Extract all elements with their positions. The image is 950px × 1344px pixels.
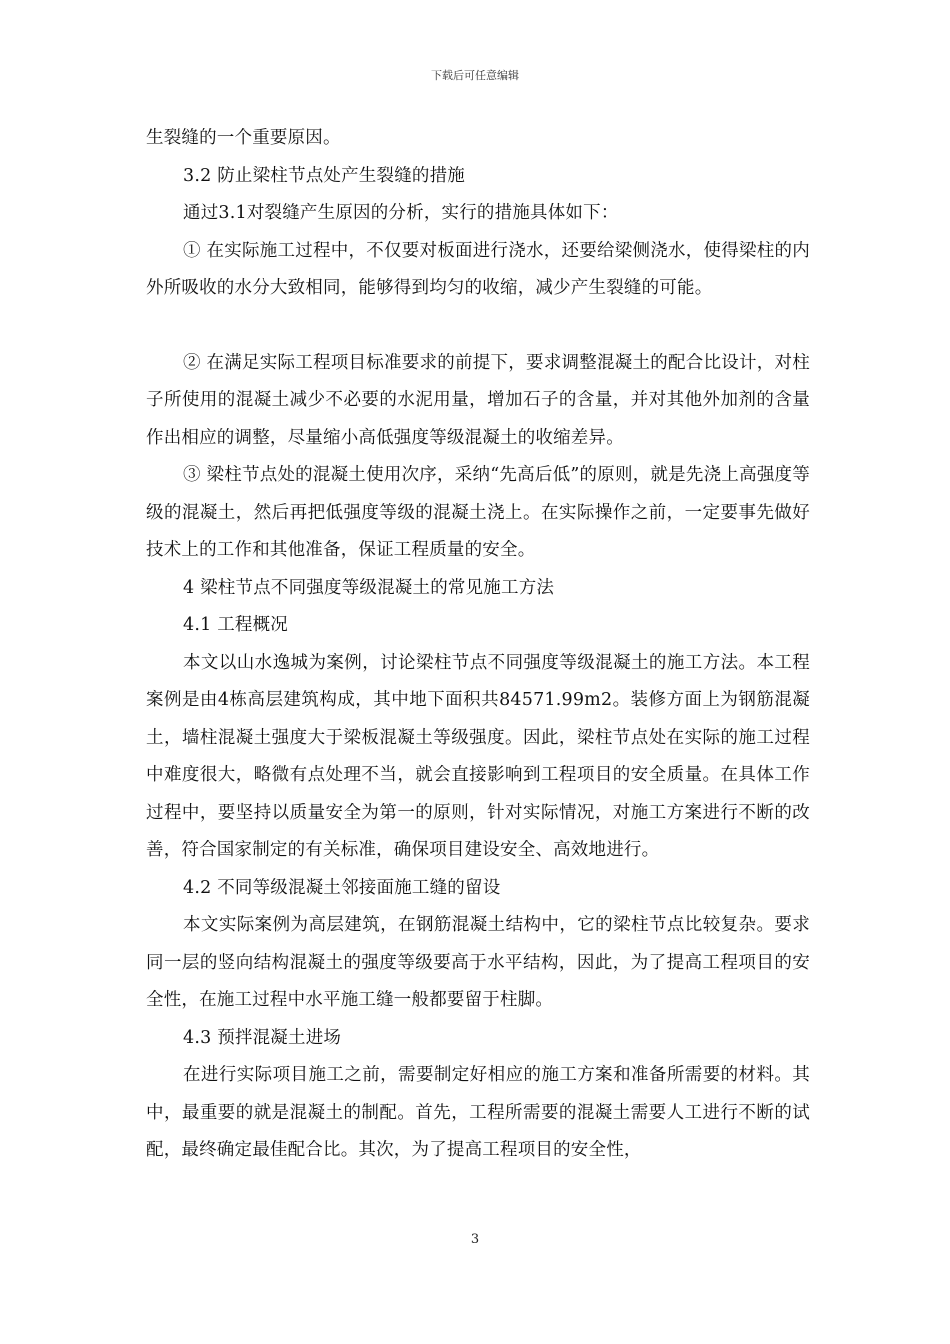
paragraph-project-overview: 本文以山水逸城为案例，讨论梁柱节点不同强度等级混凝土的施工方法。本工程案例是由4栋高层建筑构成，其中地下面积共84571.99m2。装修方面上为钢筋混凝土，墙柱混凝土强度大于梁板混凝土等级强度。因此，梁柱节点处在实际的施工过程中难度很大，略微有点处理不当，就会直接影响到工程项目的安全质量。在具体工作过程中，要坚持以质量安全为第一的原则，针对实际情况，对施工方案进行不断的改善，符合国家制定的有关标准，确保项目建设安全、高效地进行。	[146, 652, 810, 860]
paragraph-intro: 通过3.1对裂缝产生原因的分析，实行的措施具体如下：	[183, 203, 619, 223]
section-heading-4-3: 4.3 预拌混凝土进场	[183, 1027, 342, 1048]
section-heading-4-2: 4.2 不同等级混凝土邻接面施工缝的留设	[183, 877, 501, 898]
page-header: 下载后可任意编辑	[431, 69, 519, 82]
section-heading-4: 4 梁柱节点不同强度等级混凝土的常见施工方法	[183, 577, 555, 598]
section-heading-4-1: 4.1 工程概况	[183, 615, 288, 635]
list-item-2: ② 在满足实际工程项目标准要求的前提下，要求调整混凝土的配合比设计，对柱子所使用的混凝土减少不必要的水泥用量，增加石子的含量，并对其他外加剂的含量作出相应的调整，尽量缩小高低强度等级混凝土的收缩差异。	[146, 352, 810, 448]
list-item-3: ③ 梁柱节点处的混凝土使用次序，采纳“先高后低”的原则，就是先浇上高强度等级的混凝土，然后再把低强度等级的混凝土浇上。在实际操作之前，一定要事先做好技术上的工作和其他准备，保证工程质量的安全。	[146, 465, 810, 560]
paragraph-continuation: 生裂缝的一个重要原因。	[146, 128, 341, 148]
list-item-1: ① 在实际施工过程中，不仅要对板面进行浇水，还要给梁侧浇水，使得梁柱的内外所吸收的水分大致相同，能够得到均匀的收缩，减少产生裂缝的可能。	[146, 240, 810, 298]
section-heading-3-2: 3.2 防止梁柱节点处产生裂缝的措施	[183, 165, 465, 186]
paragraph-construction-joint: 本文实际案例为高层建筑，在钢筋混凝土结构中，它的梁柱节点比较复杂。要求同一层的竖向结构混凝土的强度等级要高于水平结构，因此，为了提高工程项目的安全性，在施工过程中水平施工缝一般都要留于柱脚。	[146, 915, 810, 1010]
document-body	[146, 120, 810, 1170]
paragraph-ready-mix: 在进行实际项目施工之前，需要制定好相应的施工方案和准备所需要的材料。其中，最重要的就是混凝土的制配。首先，工程所需要的混凝土需要人工进行不断的试配，最终确定最佳配合比。其次，为了提高工程项目的安全性，	[146, 1065, 810, 1160]
page-number: 3	[470, 1232, 480, 1247]
